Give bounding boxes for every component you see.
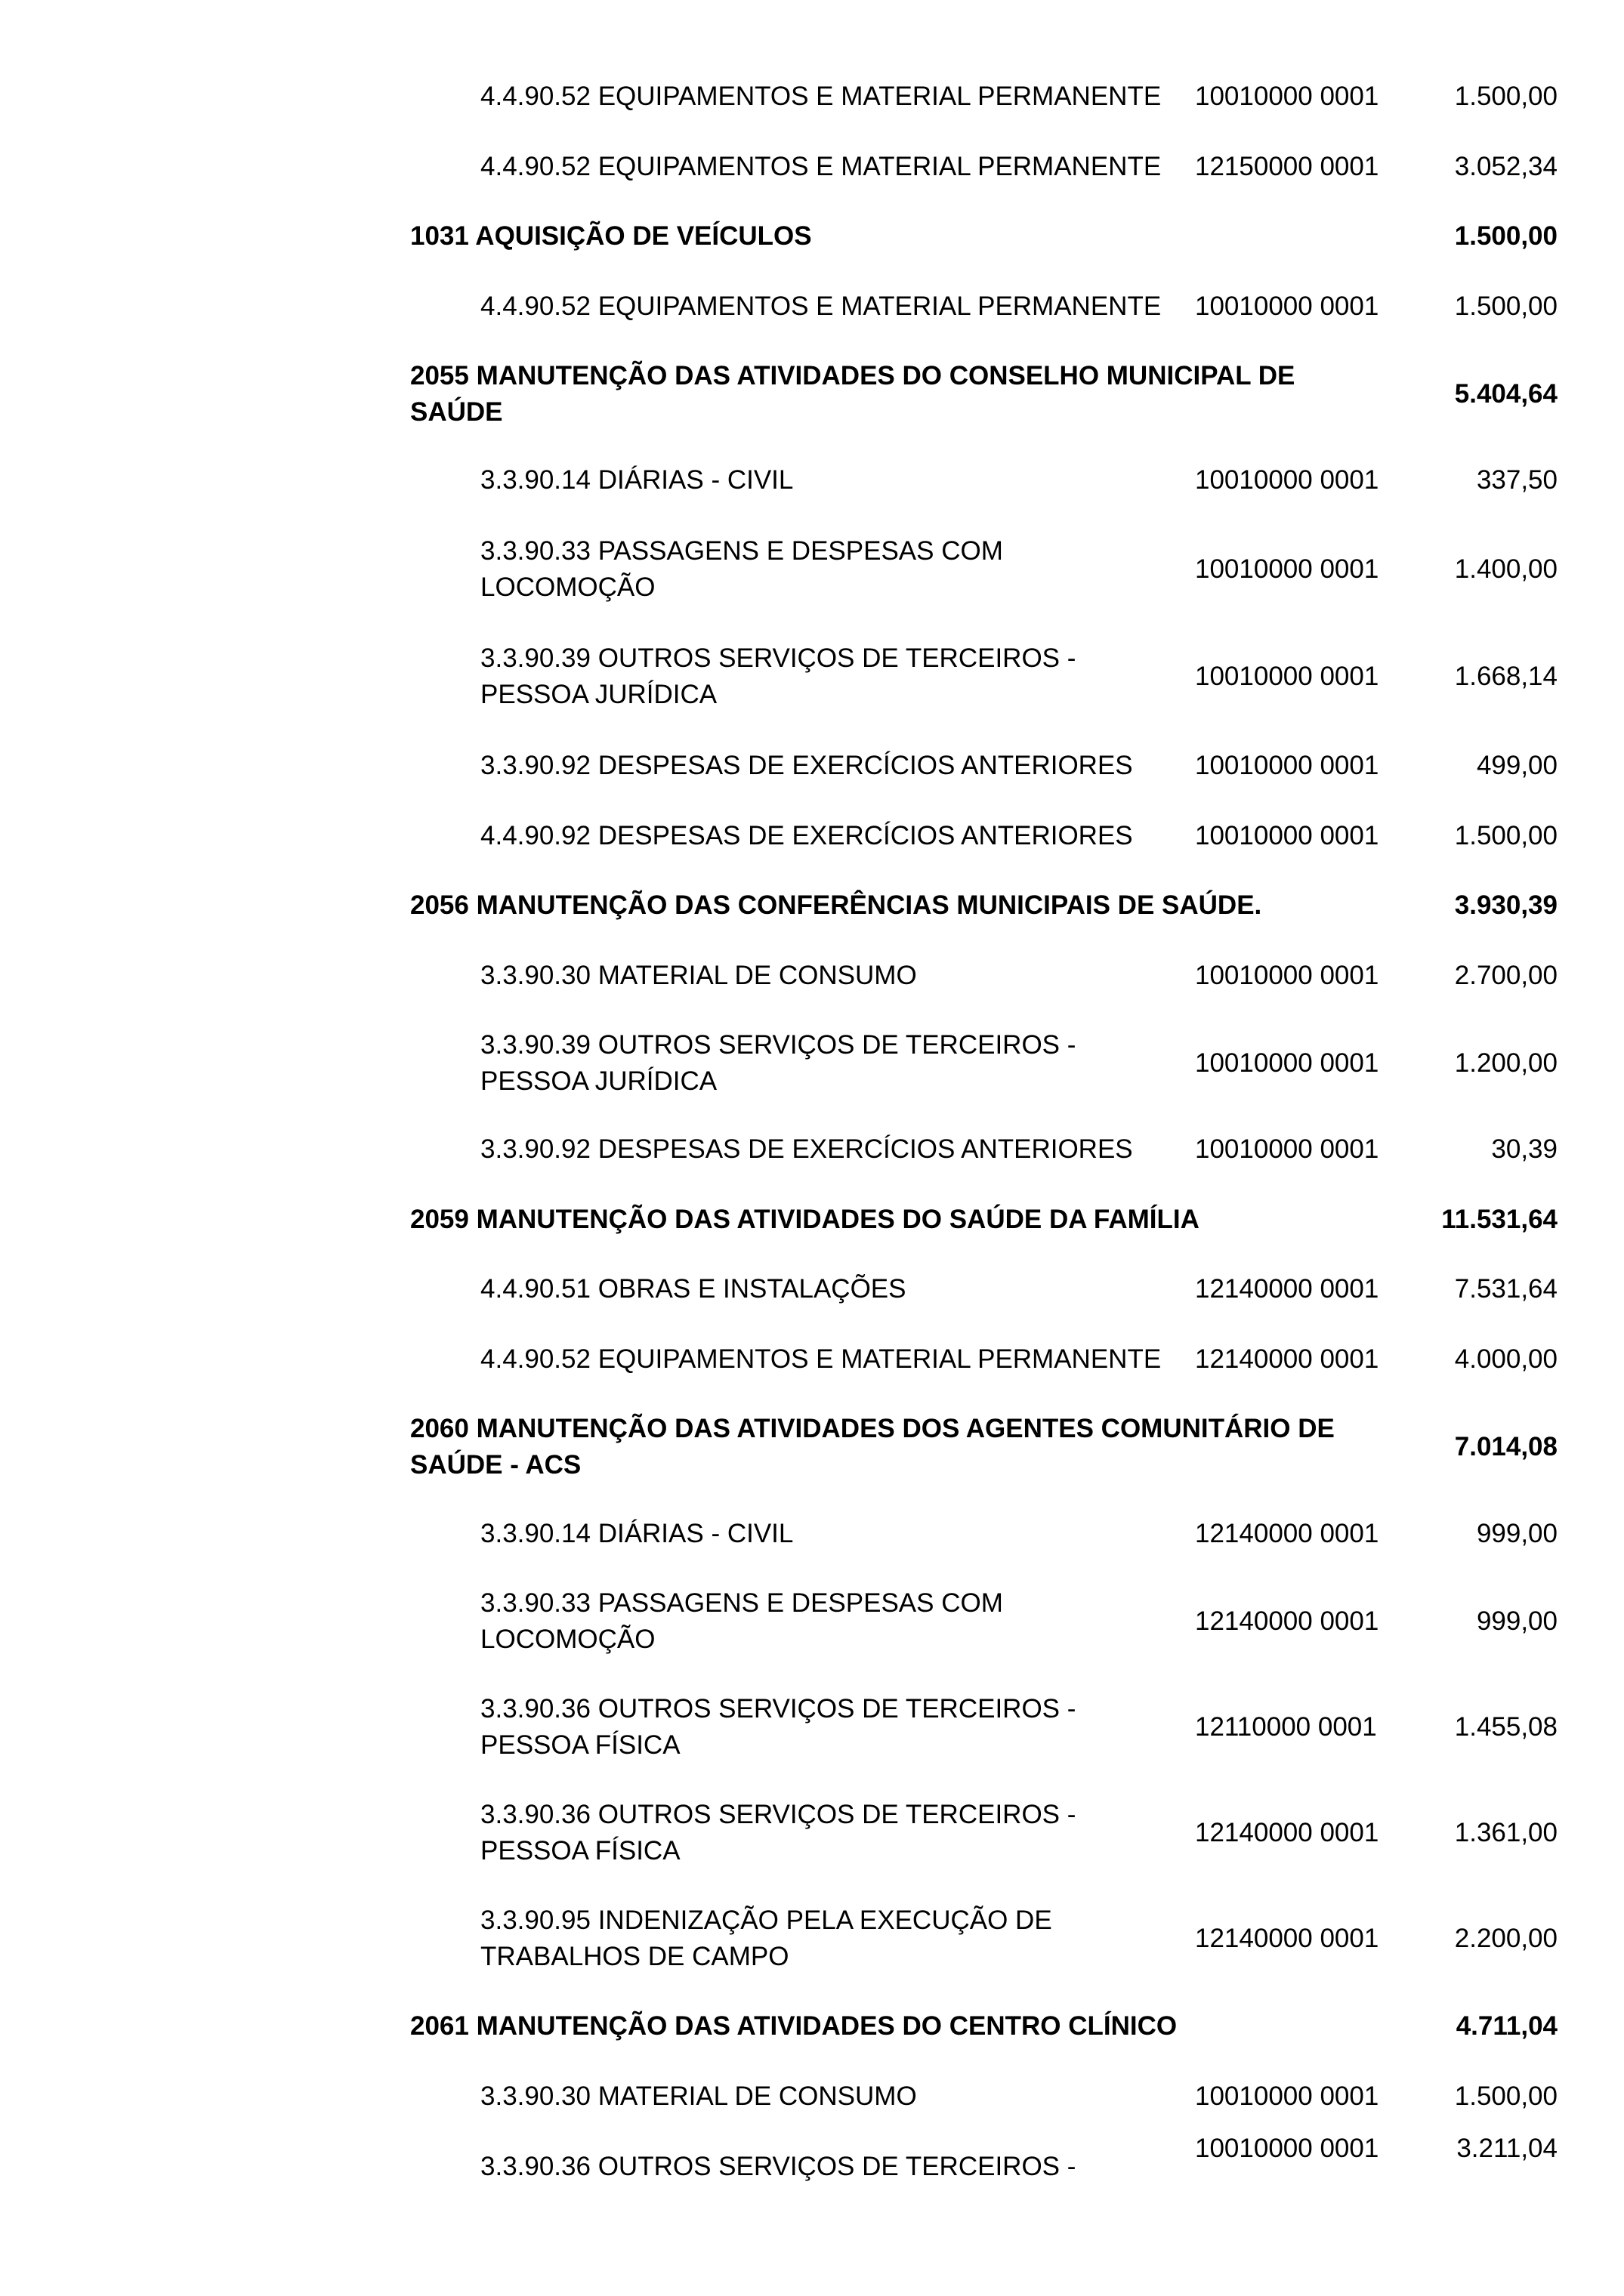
description-line: 4.4.90.52 EQUIPAMENTOS E MATERIAL PERMANENTE xyxy=(480,82,1162,111)
section-title xyxy=(410,1411,1385,1483)
description-line: 3.3.90.33 PASSAGENS E DESPESAS COM xyxy=(480,1588,1003,1618)
description-line: 3.3.90.30 MATERIAL DE CONSUMO xyxy=(480,961,917,990)
description-line: 3.3.90.39 OUTROS SERVIÇOS DE TERCEIROS - xyxy=(480,1030,1076,1060)
amount: 1.500,00 xyxy=(1454,821,1558,850)
amount: 7.531,64 xyxy=(1454,1274,1558,1304)
expense-description xyxy=(480,1903,1160,1975)
description-line: 3.3.90.36 OUTROS SERVIÇOS DE TERCEIROS - xyxy=(480,1800,1076,1829)
description-line: TRABALHOS DE CAMPO xyxy=(480,1942,789,1971)
expense-description xyxy=(480,1691,1160,1764)
description-line: LOCOMOÇÃO xyxy=(480,1625,656,1654)
description-line: 3.3.90.14 DIÁRIAS - CIVIL xyxy=(480,465,794,495)
section-title xyxy=(410,1202,1385,1238)
description-line: 2059 MANUTENÇÃO DAS ATIVIDADES DO SAÚDE DA FAMÍLIA xyxy=(410,1205,1199,1234)
description-line: 3.3.90.14 DIÁRIAS - CIVIL xyxy=(480,1519,794,1548)
description-line: 3.3.90.33 PASSAGENS E DESPESAS COM xyxy=(480,536,1003,566)
section-total: 4.711,04 xyxy=(1456,2011,1558,2041)
amount: 1.400,00 xyxy=(1454,554,1558,584)
source-code: 12140000 0001 xyxy=(1195,1924,1379,1953)
expense-description xyxy=(480,2078,1160,2115)
amount: 999,00 xyxy=(1476,1519,1558,1548)
description-line: 3.3.90.39 OUTROS SERVIÇOS DE TERCEIROS - xyxy=(480,643,1076,673)
source-code: 12140000 0001 xyxy=(1195,1344,1379,1374)
description-line: 4.4.90.52 EQUIPAMENTOS E MATERIAL PERMANENTE xyxy=(480,1344,1162,1374)
expense-description xyxy=(480,1027,1160,1100)
source-code: 10010000 0001 xyxy=(1195,82,1379,111)
source-code: 10010000 0001 xyxy=(1195,2134,1379,2163)
amount: 999,00 xyxy=(1476,1606,1558,1636)
amount: 1.500,00 xyxy=(1454,292,1558,321)
source-code: 10010000 0001 xyxy=(1195,1134,1379,1164)
source-code: 12140000 0001 xyxy=(1195,1274,1379,1304)
expense-description xyxy=(480,958,1160,994)
amount: 1.455,08 xyxy=(1454,1712,1558,1742)
section-total: 7.014,08 xyxy=(1454,1432,1558,1461)
expense-description xyxy=(480,1341,1160,1378)
expense-description xyxy=(480,533,1160,606)
amount: 1.668,14 xyxy=(1454,662,1558,691)
description-line: 3.3.90.95 INDENIZAÇÃO PELA EXECUÇÃO DE xyxy=(480,1906,1052,1935)
source-code: 12110000 0001 xyxy=(1195,1712,1377,1742)
source-code: 12140000 0001 xyxy=(1195,1606,1379,1636)
expense-description xyxy=(480,462,1160,498)
section-total: 11.531,64 xyxy=(1441,1205,1558,1234)
description-line: 2060 MANUTENÇÃO DAS ATIVIDADES DOS AGENTES COMUNITÁRIO DE xyxy=(410,1414,1335,1443)
amount: 1.200,00 xyxy=(1454,1048,1558,1078)
expense-description xyxy=(480,748,1160,784)
section-title xyxy=(410,218,1385,255)
amount: 3.052,34 xyxy=(1454,152,1558,181)
amount: 1.500,00 xyxy=(1454,82,1558,111)
description-line: 4.4.90.92 DESPESAS DE EXERCÍCIOS ANTERIORES xyxy=(480,821,1133,850)
source-code: 10010000 0001 xyxy=(1195,2082,1379,2111)
source-code: 10010000 0001 xyxy=(1195,465,1379,495)
source-code: 10010000 0001 xyxy=(1195,662,1379,691)
amount: 3.211,04 xyxy=(1456,2134,1558,2163)
description-line: 3.3.90.92 DESPESAS DE EXERCÍCIOS ANTERIORES xyxy=(480,1134,1133,1164)
description-line: 3.3.90.92 DESPESAS DE EXERCÍCIOS ANTERIORES xyxy=(480,751,1133,780)
description-line: 2055 MANUTENÇÃO DAS ATIVIDADES DO CONSELHO MUNICIPAL DE xyxy=(410,361,1295,390)
amount: 2.700,00 xyxy=(1454,961,1558,990)
section-title xyxy=(410,2008,1385,2044)
amount: 499,00 xyxy=(1476,751,1558,780)
source-code: 10010000 0001 xyxy=(1195,961,1379,990)
amount: 30,39 xyxy=(1491,1134,1558,1164)
source-code: 10010000 0001 xyxy=(1195,821,1379,850)
amount: 2.200,00 xyxy=(1454,1924,1558,1953)
amount: 337,50 xyxy=(1476,465,1558,495)
expense-description xyxy=(480,1131,1160,1168)
source-code: 12140000 0001 xyxy=(1195,1519,1379,1548)
expense-description xyxy=(480,1797,1160,1869)
amount: 1.500,00 xyxy=(1454,2082,1558,2111)
description-line: 2056 MANUTENÇÃO DAS CONFERÊNCIAS MUNICIPAIS DE SAÚDE. xyxy=(410,890,1262,920)
expense-description xyxy=(480,1516,1160,1552)
expense-description xyxy=(480,149,1160,185)
expense-description xyxy=(480,2149,1160,2185)
amount: 1.361,00 xyxy=(1454,1818,1558,1847)
description-line: LOCOMOÇÃO xyxy=(480,572,656,602)
source-code: 12150000 0001 xyxy=(1195,152,1379,181)
expense-description xyxy=(480,79,1160,115)
source-code: 10010000 0001 xyxy=(1195,1048,1379,1078)
section-title xyxy=(410,887,1385,924)
section-total: 3.930,39 xyxy=(1454,890,1558,920)
source-code: 12140000 0001 xyxy=(1195,1818,1379,1847)
description-line: 1031 AQUISIÇÃO DE VEÍCULOS xyxy=(410,221,812,251)
expense-description xyxy=(480,1271,1160,1307)
description-line: 3.3.90.36 OUTROS SERVIÇOS DE TERCEIROS - xyxy=(480,1694,1076,1724)
description-line: PESSOA JURÍDICA xyxy=(480,1066,718,1096)
description-line: 4.4.90.52 EQUIPAMENTOS E MATERIAL PERMANENTE xyxy=(480,292,1162,321)
description-line: 2061 MANUTENÇÃO DAS ATIVIDADES DO CENTRO CLÍNICO xyxy=(410,2011,1178,2041)
description-line: PESSOA JURÍDICA xyxy=(480,680,718,709)
description-line: PESSOA FÍSICA xyxy=(480,1730,681,1760)
section-total: 1.500,00 xyxy=(1454,221,1558,251)
amount: 4.000,00 xyxy=(1454,1344,1558,1374)
source-code: 10010000 0001 xyxy=(1195,751,1379,780)
description-line: 3.3.90.30 MATERIAL DE CONSUMO xyxy=(480,2082,917,2111)
description-line: 3.3.90.36 OUTROS SERVIÇOS DE TERCEIROS - xyxy=(480,2152,1076,2181)
description-line: SAÚDE - ACS xyxy=(410,1450,582,1480)
expense-description xyxy=(480,1585,1160,1658)
description-line: 4.4.90.51 OBRAS E INSTALAÇÕES xyxy=(480,1274,906,1304)
expense-description xyxy=(480,818,1160,854)
source-code: 10010000 0001 xyxy=(1195,554,1379,584)
description-line: 4.4.90.52 EQUIPAMENTOS E MATERIAL PERMANENTE xyxy=(480,152,1162,181)
expense-description xyxy=(480,289,1160,325)
section-title xyxy=(410,358,1385,430)
description-line: PESSOA FÍSICA xyxy=(480,1836,681,1866)
description-line: SAÚDE xyxy=(410,397,503,427)
section-total: 5.404,64 xyxy=(1454,379,1558,409)
expense-description xyxy=(480,640,1160,713)
source-code: 10010000 0001 xyxy=(1195,292,1379,321)
